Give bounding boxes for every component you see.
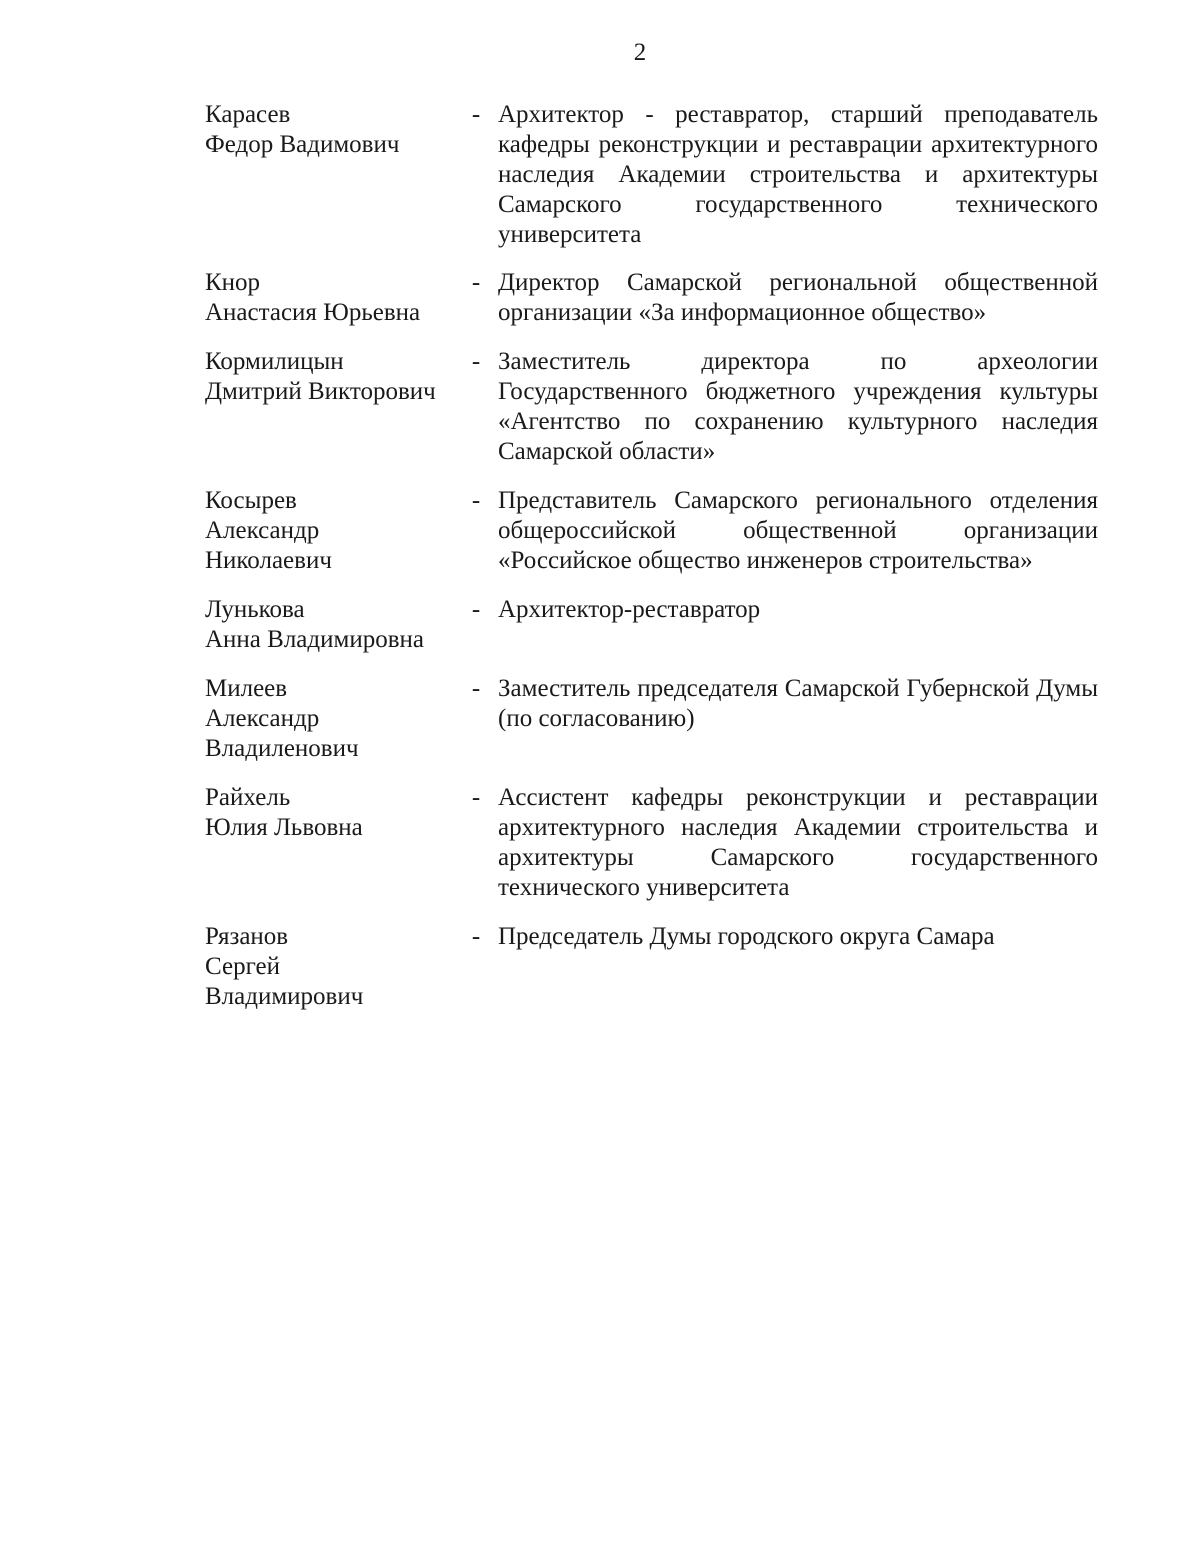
separator-dash: - <box>471 348 481 375</box>
member-patronymic: Владиленович <box>205 735 359 762</box>
member-given-names: Анастасия Юрьевна <box>205 299 421 326</box>
separator-dash: - <box>471 269 481 296</box>
member-given-names: Юлия Львовна <box>205 814 363 841</box>
member-role: Директор Самарской региональной общественной организации «За информационное общество» <box>498 269 1098 326</box>
separator-dash: - <box>471 487 481 514</box>
member-patronymic: Владимирович <box>205 983 364 1010</box>
page-number: 2 <box>633 39 647 66</box>
member-name <box>205 783 465 843</box>
list-item <box>205 268 1098 347</box>
member-patronymic: Николаевич <box>205 547 332 574</box>
member-surname: Кнор <box>205 269 261 296</box>
member-surname: Косырев <box>205 487 297 514</box>
member-name <box>205 100 465 160</box>
member-given-names: Федор Вадимович <box>205 131 400 158</box>
member-given-names: Анна Владимировна <box>205 626 424 653</box>
member-surname: Карасев <box>205 101 291 128</box>
member-surname: Милеев <box>205 675 288 702</box>
list-item <box>205 922 1098 1012</box>
list-item <box>205 674 1098 783</box>
member-role: Заместитель директора по археологии Государственного бюджетного учреждения культуры «Агентство по сохранению культурного наследия Самарской области» <box>498 348 1098 465</box>
member-surname: Лунькова <box>205 596 305 623</box>
list-item <box>205 486 1098 595</box>
separator-dash: - <box>471 923 481 950</box>
member-surname: Райхель <box>205 784 291 811</box>
member-name <box>205 674 465 764</box>
member-role: Председатель Думы городского округа Самара <box>498 923 995 950</box>
separator-dash: - <box>471 101 481 128</box>
member-name <box>205 922 465 1012</box>
separator-dash: - <box>471 675 481 702</box>
list-item <box>205 100 1098 268</box>
member-given-names: Сергей <box>205 953 280 980</box>
member-role: Ассистент кафедры реконструкции и реставрации архитектурного наследия Академии строительства и архитектуры Самарского государственного технического университета <box>498 784 1098 901</box>
member-given-names: Александр <box>205 705 320 732</box>
member-name <box>205 347 465 407</box>
member-name <box>205 486 465 576</box>
member-name <box>205 268 465 328</box>
member-name <box>205 595 465 655</box>
list-item <box>205 347 1098 486</box>
separator-dash: - <box>471 784 481 811</box>
member-surname: Кормилицын <box>205 348 344 375</box>
member-role: Архитектор-реставратор <box>498 596 761 623</box>
member-surname: Рязанов <box>205 923 289 950</box>
member-list <box>205 100 1098 1012</box>
member-given-names: Александр <box>205 517 320 544</box>
list-item <box>205 595 1098 674</box>
separator-dash: - <box>471 596 481 623</box>
member-role: Заместитель председателя Самарской Губернской Думы (по согласованию) <box>498 675 1098 732</box>
list-item <box>205 783 1098 922</box>
member-given-names: Дмитрий Викторович <box>205 378 436 405</box>
member-role: Архитектор - реставратор, старший преподаватель кафедры реконструкции и реставрации архитектурного наследия Академии строительства и архитектуры Самарского государственного технического университета <box>498 101 1098 248</box>
member-role: Представитель Самарского регионального отделения общероссийской общественной организации «Российское общество инженеров строительства» <box>498 487 1098 574</box>
